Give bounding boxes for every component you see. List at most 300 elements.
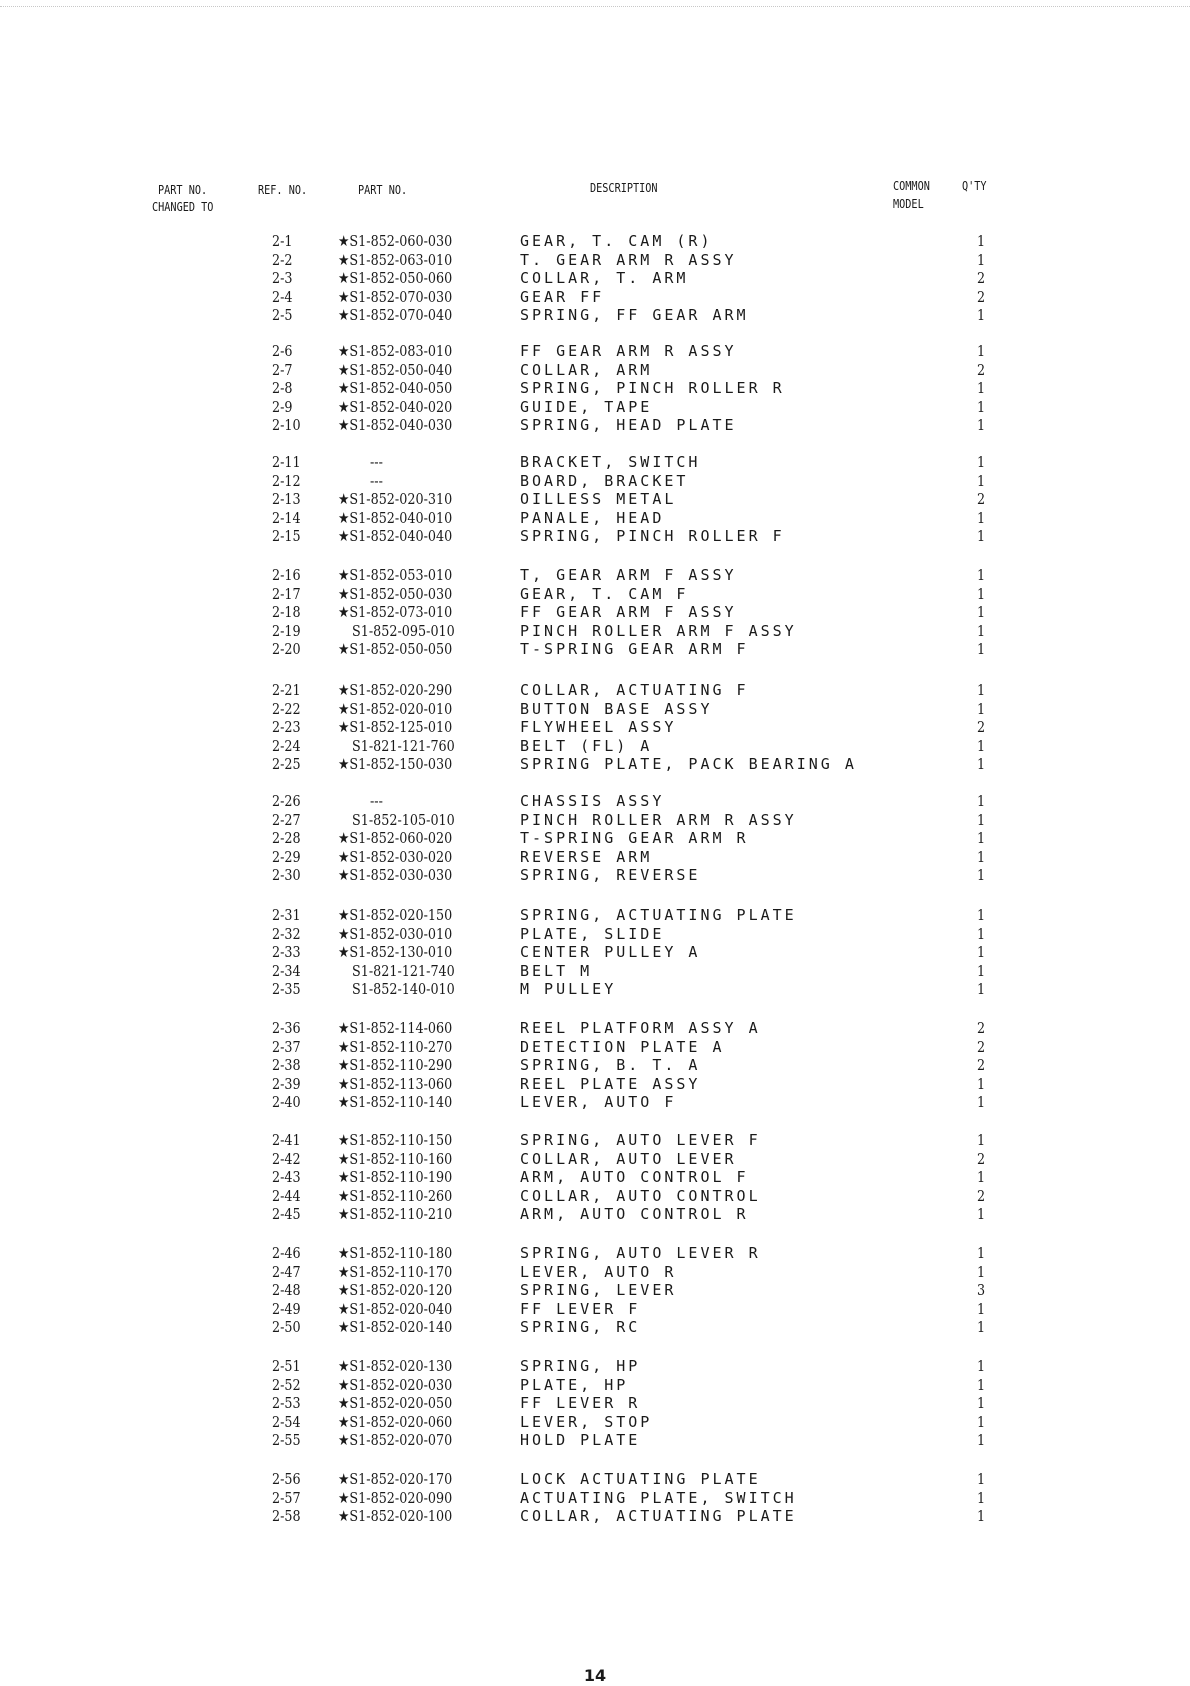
ref-no: 2-50 bbox=[272, 1318, 301, 1337]
quantity: 1 bbox=[977, 603, 986, 622]
part-no: ★S1-852-020-170 bbox=[338, 1470, 453, 1488]
quantity: 1 bbox=[977, 508, 986, 527]
description: PINCH ROLLER ARM F ASSY bbox=[520, 621, 797, 640]
part-no: ★S1-852-040-030 bbox=[338, 416, 453, 435]
quantity: 2 bbox=[977, 1186, 986, 1205]
parts-row bbox=[0, 1019, 1190, 1038]
quantity: 1 bbox=[977, 699, 986, 718]
part-no: ★S1-852-050-060 bbox=[338, 269, 453, 288]
ref-no: 2-47 bbox=[272, 1262, 301, 1281]
parts-row bbox=[0, 1244, 1190, 1263]
part-no: ★S1-852-050-050 bbox=[338, 640, 453, 659]
description: SPRING, AUTO LEVER R bbox=[520, 1244, 761, 1262]
parts-row bbox=[0, 342, 1190, 361]
part-no: S1-821-121-740 bbox=[352, 961, 455, 980]
part-no: ★S1-852-070-040 bbox=[338, 306, 453, 325]
parts-group bbox=[0, 906, 1190, 999]
parts-row bbox=[0, 1431, 1190, 1450]
parts-row bbox=[0, 379, 1190, 398]
quantity: 2 bbox=[977, 1056, 986, 1075]
parts-row bbox=[0, 1507, 1190, 1526]
part-no: ★S1-852-040-040 bbox=[338, 527, 453, 546]
quantity: 2 bbox=[977, 1019, 986, 1037]
ref-no: 2-19 bbox=[272, 621, 301, 640]
quantity: 2 bbox=[977, 360, 986, 379]
ref-no: 2-54 bbox=[272, 1412, 301, 1431]
description: SPRING, B. T. A bbox=[520, 1056, 701, 1075]
part-no: ★S1-852-030-010 bbox=[338, 924, 453, 943]
parts-row bbox=[0, 490, 1190, 509]
quantity: 1 bbox=[977, 1318, 986, 1337]
header-common-line1: COMMON bbox=[893, 179, 930, 193]
part-no: ★S1-852-110-260 bbox=[338, 1186, 453, 1205]
description: CENTER PULLEY A bbox=[520, 943, 701, 962]
ref-no: 2-36 bbox=[272, 1019, 301, 1037]
description: PLATE, SLIDE bbox=[520, 924, 665, 943]
description: SPRING, HEAD PLATE bbox=[520, 416, 737, 435]
header-changed-to-line2: CHANGED TO bbox=[152, 200, 214, 214]
parts-row bbox=[0, 640, 1190, 659]
part-no: ★S1-852-110-180 bbox=[338, 1244, 453, 1262]
part-no: ★S1-852-020-140 bbox=[338, 1318, 453, 1337]
parts-row bbox=[0, 251, 1190, 270]
quantity: 1 bbox=[977, 1262, 986, 1281]
part-no: S1-852-105-010 bbox=[352, 810, 455, 829]
quantity: 2 bbox=[977, 718, 986, 737]
description: HOLD PLATE bbox=[520, 1431, 641, 1450]
description: T-SPRING GEAR ARM F bbox=[520, 640, 749, 659]
parts-row bbox=[0, 527, 1190, 546]
quantity: 1 bbox=[977, 397, 986, 416]
parts-row bbox=[0, 585, 1190, 604]
description: GEAR, T. CAM (R) bbox=[520, 232, 713, 250]
quantity: 1 bbox=[977, 810, 986, 829]
quantity: 1 bbox=[977, 755, 986, 774]
quantity: 1 bbox=[977, 829, 986, 848]
parts-row bbox=[0, 980, 1190, 999]
description: T-SPRING GEAR ARM R bbox=[520, 829, 749, 848]
part-no: ★S1-852-020-130 bbox=[338, 1357, 453, 1375]
parts-row bbox=[0, 472, 1190, 491]
parts-row bbox=[0, 1131, 1190, 1150]
description: FF GEAR ARM F ASSY bbox=[520, 603, 737, 622]
quantity: 1 bbox=[977, 584, 986, 603]
ref-no: 2-9 bbox=[272, 397, 293, 416]
ref-no: 2-56 bbox=[272, 1470, 301, 1488]
parts-row bbox=[0, 269, 1190, 288]
quantity: 1 bbox=[977, 1131, 986, 1149]
parts-row bbox=[0, 361, 1190, 380]
quantity: 2 bbox=[977, 1037, 986, 1056]
ref-no: 2-25 bbox=[272, 755, 301, 774]
part-no: --- bbox=[370, 453, 383, 471]
header-qty: Q'TY bbox=[962, 179, 987, 193]
ref-no: 2-49 bbox=[272, 1299, 301, 1318]
parts-row bbox=[0, 306, 1190, 325]
ref-no: 2-26 bbox=[272, 792, 301, 810]
quantity: 1 bbox=[977, 1168, 986, 1187]
parts-group bbox=[0, 681, 1190, 774]
part-no: ★S1-852-020-070 bbox=[338, 1431, 453, 1450]
description: COLLAR, ACTUATING PLATE bbox=[520, 1507, 797, 1526]
ref-no: 2-44 bbox=[272, 1186, 301, 1205]
description: COLLAR, AUTO LEVER bbox=[520, 1149, 737, 1168]
part-no: ★S1-852-040-020 bbox=[338, 397, 453, 416]
part-no: ★S1-852-040-050 bbox=[338, 379, 453, 398]
ref-no: 2-32 bbox=[272, 924, 301, 943]
parts-row bbox=[0, 622, 1190, 641]
part-no: S1-852-140-010 bbox=[352, 980, 455, 999]
parts-group bbox=[0, 1470, 1190, 1526]
parts-row bbox=[0, 718, 1190, 737]
part-no: ★S1-852-113-060 bbox=[338, 1074, 453, 1093]
ref-no: 2-7 bbox=[272, 360, 293, 379]
quantity: 1 bbox=[977, 943, 986, 962]
part-no: ★S1-852-020-050 bbox=[338, 1394, 453, 1413]
description: LEVER, AUTO R bbox=[520, 1262, 677, 1281]
part-no: ★S1-852-020-060 bbox=[338, 1412, 453, 1431]
part-no: ★S1-852-110-290 bbox=[338, 1056, 453, 1075]
part-no: ★S1-852-114-060 bbox=[338, 1019, 453, 1037]
ref-no: 2-4 bbox=[272, 287, 293, 306]
quantity: 1 bbox=[977, 453, 986, 471]
quantity: 1 bbox=[977, 1205, 986, 1224]
part-no: ★S1-852-125-010 bbox=[338, 718, 453, 737]
quantity: 1 bbox=[977, 906, 986, 924]
ref-no: 2-22 bbox=[272, 699, 301, 718]
parts-row bbox=[0, 1281, 1190, 1300]
header-common-line2: MODEL bbox=[893, 197, 924, 211]
quantity: 1 bbox=[977, 527, 986, 546]
ref-no: 2-42 bbox=[272, 1149, 301, 1168]
parts-row bbox=[0, 1394, 1190, 1413]
quantity: 1 bbox=[977, 1488, 986, 1507]
parts-row bbox=[0, 1150, 1190, 1169]
quantity: 1 bbox=[977, 924, 986, 943]
parts-row bbox=[0, 453, 1190, 472]
parts-row bbox=[0, 906, 1190, 925]
ref-no: 2-58 bbox=[272, 1507, 301, 1526]
parts-row bbox=[0, 1318, 1190, 1337]
parts-row bbox=[0, 866, 1190, 885]
description: LEVER, STOP bbox=[520, 1412, 653, 1431]
parts-row bbox=[0, 1093, 1190, 1112]
parts-row bbox=[0, 603, 1190, 622]
quantity: 1 bbox=[977, 792, 986, 810]
part-no: ★S1-852-020-120 bbox=[338, 1281, 453, 1300]
parts-row bbox=[0, 1056, 1190, 1075]
description: SPRING, PINCH ROLLER F bbox=[520, 527, 785, 546]
ref-no: 2-14 bbox=[272, 508, 301, 527]
description: SPRING PLATE, PACK BEARING A bbox=[520, 755, 857, 774]
parts-group bbox=[0, 342, 1190, 435]
ref-no: 2-38 bbox=[272, 1056, 301, 1075]
ref-no: 2-17 bbox=[272, 584, 301, 603]
part-no: ★S1-852-110-140 bbox=[338, 1093, 453, 1112]
ref-no: 2-48 bbox=[272, 1281, 301, 1300]
description: REEL PLATE ASSY bbox=[520, 1074, 701, 1093]
part-no: ★S1-852-060-030 bbox=[338, 232, 453, 250]
ref-no: 2-31 bbox=[272, 906, 301, 924]
quantity: 1 bbox=[977, 847, 986, 866]
ref-no: 2-35 bbox=[272, 980, 301, 999]
ref-no: 2-29 bbox=[272, 847, 301, 866]
ref-no: 2-18 bbox=[272, 603, 301, 622]
parts-row bbox=[0, 829, 1190, 848]
ref-no: 2-51 bbox=[272, 1357, 301, 1375]
ref-no: 2-20 bbox=[272, 640, 301, 659]
ref-no: 2-40 bbox=[272, 1093, 301, 1112]
part-no: ★S1-852-150-030 bbox=[338, 755, 453, 774]
part-no: ★S1-852-020-030 bbox=[338, 1375, 453, 1394]
description: FF GEAR ARM R ASSY bbox=[520, 342, 737, 360]
part-no: ★S1-852-073-010 bbox=[338, 603, 453, 622]
description: M PULLEY bbox=[520, 980, 617, 999]
quantity: 2 bbox=[977, 490, 986, 509]
quantity: 1 bbox=[977, 1299, 986, 1318]
quantity: 1 bbox=[977, 640, 986, 659]
parts-group bbox=[0, 1244, 1190, 1337]
parts-row bbox=[0, 288, 1190, 307]
description: SPRING, AUTO LEVER F bbox=[520, 1131, 761, 1149]
page-number: 14 bbox=[583, 1666, 607, 1685]
ref-no: 2-57 bbox=[272, 1488, 301, 1507]
description: GEAR, T. CAM F bbox=[520, 584, 689, 603]
part-no: ★S1-852-110-190 bbox=[338, 1168, 453, 1187]
ref-no: 2-27 bbox=[272, 810, 301, 829]
parts-row bbox=[0, 962, 1190, 981]
part-no: ★S1-852-020-150 bbox=[338, 906, 453, 924]
part-no: ★S1-852-060-020 bbox=[338, 829, 453, 848]
description: SPRING, FF GEAR ARM bbox=[520, 306, 749, 325]
ref-no: 2-6 bbox=[272, 342, 293, 360]
ref-no: 2-11 bbox=[272, 453, 301, 471]
description: DETECTION PLATE A bbox=[520, 1037, 725, 1056]
parts-row bbox=[0, 700, 1190, 719]
parts-row bbox=[0, 1205, 1190, 1224]
parts-row bbox=[0, 1489, 1190, 1508]
header-changed-to-line1: PART NO. bbox=[158, 183, 208, 197]
parts-row bbox=[0, 792, 1190, 811]
description: COLLAR, AUTO CONTROL bbox=[520, 1186, 761, 1205]
quantity: 1 bbox=[977, 1375, 986, 1394]
ref-no: 2-55 bbox=[272, 1431, 301, 1450]
ref-no: 2-21 bbox=[272, 681, 301, 699]
parts-group bbox=[0, 1357, 1190, 1450]
part-no: ★S1-852-110-210 bbox=[338, 1205, 453, 1224]
description: COLLAR, T. ARM bbox=[520, 269, 689, 288]
parts-group bbox=[0, 566, 1190, 659]
parts-row bbox=[0, 232, 1190, 251]
ref-no: 2-28 bbox=[272, 829, 301, 848]
ref-no: 2-43 bbox=[272, 1168, 301, 1187]
part-no: ★S1-852-110-170 bbox=[338, 1262, 453, 1281]
description: BRACKET, SWITCH bbox=[520, 453, 701, 471]
description: ARM, AUTO CONTROL R bbox=[520, 1205, 749, 1224]
part-no: ★S1-852-020-010 bbox=[338, 699, 453, 718]
description: REEL PLATFORM ASSY A bbox=[520, 1019, 761, 1037]
ref-no: 2-8 bbox=[272, 379, 293, 398]
quantity: 1 bbox=[977, 566, 986, 584]
part-no: ★S1-852-030-020 bbox=[338, 847, 453, 866]
quantity: 1 bbox=[977, 1431, 986, 1450]
description: SPRING, ACTUATING PLATE bbox=[520, 906, 797, 924]
description: SPRING, LEVER bbox=[520, 1281, 677, 1300]
quantity: 1 bbox=[977, 1244, 986, 1262]
description: PINCH ROLLER ARM R ASSY bbox=[520, 810, 797, 829]
quantity: 1 bbox=[977, 1357, 986, 1375]
description: COLLAR, ARM bbox=[520, 360, 653, 379]
part-no: ★S1-852-020-100 bbox=[338, 1507, 453, 1526]
ref-no: 2-52 bbox=[272, 1375, 301, 1394]
parts-group bbox=[0, 1131, 1190, 1224]
parts-row bbox=[0, 566, 1190, 585]
description: SPRING, HP bbox=[520, 1357, 641, 1375]
ref-no: 2-53 bbox=[272, 1394, 301, 1413]
ref-no: 2-37 bbox=[272, 1037, 301, 1056]
parts-row bbox=[0, 1300, 1190, 1319]
description: SPRING, REVERSE bbox=[520, 866, 701, 885]
quantity: 1 bbox=[977, 961, 986, 980]
parts-group bbox=[0, 453, 1190, 546]
quantity: 1 bbox=[977, 1093, 986, 1112]
description: COLLAR, ACTUATING F bbox=[520, 681, 749, 699]
part-no: ★S1-852-020-310 bbox=[338, 490, 453, 509]
description: T. GEAR ARM R ASSY bbox=[520, 250, 737, 269]
parts-row bbox=[0, 943, 1190, 962]
description: FLYWHEEL ASSY bbox=[520, 718, 677, 737]
quantity: 1 bbox=[977, 1412, 986, 1431]
ref-no: 2-33 bbox=[272, 943, 301, 962]
description: GEAR FF bbox=[520, 287, 605, 306]
ref-no: 2-41 bbox=[272, 1131, 301, 1149]
description: T, GEAR ARM F ASSY bbox=[520, 566, 737, 584]
part-no: --- bbox=[370, 471, 383, 490]
quantity: 1 bbox=[977, 866, 986, 885]
description: SPRING, RC bbox=[520, 1318, 641, 1337]
parts-row bbox=[0, 1470, 1190, 1489]
description: PLATE, HP bbox=[520, 1375, 629, 1394]
quantity: 1 bbox=[977, 1074, 986, 1093]
parts-row bbox=[0, 416, 1190, 435]
parts-row bbox=[0, 1413, 1190, 1432]
part-no: ★S1-852-053-010 bbox=[338, 566, 453, 584]
description: FF LEVER R bbox=[520, 1394, 641, 1413]
quantity: 1 bbox=[977, 250, 986, 269]
description: FF LEVER F bbox=[520, 1299, 641, 1318]
scan-edge-line bbox=[0, 6, 1190, 8]
ref-no: 2-23 bbox=[272, 718, 301, 737]
parts-row bbox=[0, 1357, 1190, 1376]
description: LEVER, AUTO F bbox=[520, 1093, 677, 1112]
description: SPRING, PINCH ROLLER R bbox=[520, 379, 785, 398]
description: REVERSE ARM bbox=[520, 847, 653, 866]
ref-no: 2-13 bbox=[272, 490, 301, 509]
description: CHASSIS ASSY bbox=[520, 792, 665, 810]
quantity: 1 bbox=[977, 471, 986, 490]
quantity: 1 bbox=[977, 681, 986, 699]
part-no: ★S1-852-020-040 bbox=[338, 1299, 453, 1318]
parts-row bbox=[0, 811, 1190, 830]
parts-row bbox=[0, 1263, 1190, 1282]
parts-row bbox=[0, 925, 1190, 944]
ref-no: 2-34 bbox=[272, 961, 301, 980]
part-no: ★S1-852-070-030 bbox=[338, 287, 453, 306]
part-no: --- bbox=[370, 792, 383, 810]
parts-row bbox=[0, 1038, 1190, 1057]
ref-no: 2-39 bbox=[272, 1074, 301, 1093]
part-no: ★S1-852-020-290 bbox=[338, 681, 453, 699]
quantity: 1 bbox=[977, 379, 986, 398]
part-no: ★S1-852-020-090 bbox=[338, 1488, 453, 1507]
parts-group bbox=[0, 1019, 1190, 1112]
quantity: 1 bbox=[977, 232, 986, 250]
ref-no: 2-10 bbox=[272, 416, 301, 435]
parts-row bbox=[0, 398, 1190, 417]
quantity: 1 bbox=[977, 1470, 986, 1488]
description: LOCK ACTUATING PLATE bbox=[520, 1470, 761, 1488]
ref-no: 2-2 bbox=[272, 250, 293, 269]
parts-group bbox=[0, 792, 1190, 885]
ref-no: 2-5 bbox=[272, 306, 293, 325]
description: GUIDE, TAPE bbox=[520, 397, 653, 416]
description: BELT (FL) A bbox=[520, 736, 653, 755]
header-part-no: PART NO. bbox=[358, 183, 408, 197]
ref-no: 2-3 bbox=[272, 269, 293, 288]
parts-row bbox=[0, 755, 1190, 774]
quantity: 3 bbox=[977, 1281, 986, 1300]
ref-no: 2-30 bbox=[272, 866, 301, 885]
description: BUTTON BASE ASSY bbox=[520, 699, 713, 718]
header-ref-no: REF. NO. bbox=[258, 183, 308, 197]
ref-no: 2-24 bbox=[272, 736, 301, 755]
description: ACTUATING PLATE, SWITCH bbox=[520, 1488, 797, 1507]
quantity: 1 bbox=[977, 621, 986, 640]
part-no: ★S1-852-110-150 bbox=[338, 1131, 453, 1149]
quantity: 2 bbox=[977, 269, 986, 288]
description: BOARD, BRACKET bbox=[520, 471, 689, 490]
description: OILLESS METAL bbox=[520, 490, 677, 509]
parts-row bbox=[0, 737, 1190, 756]
quantity: 1 bbox=[977, 306, 986, 325]
quantity: 1 bbox=[977, 980, 986, 999]
parts-row bbox=[0, 848, 1190, 867]
part-no: ★S1-852-130-010 bbox=[338, 943, 453, 962]
part-no: ★S1-852-110-160 bbox=[338, 1149, 453, 1168]
part-no: ★S1-852-110-270 bbox=[338, 1037, 453, 1056]
ref-no: 2-12 bbox=[272, 471, 301, 490]
parts-row bbox=[0, 509, 1190, 528]
description: ARM, AUTO CONTROL F bbox=[520, 1168, 749, 1187]
quantity: 1 bbox=[977, 416, 986, 435]
quantity: 2 bbox=[977, 287, 986, 306]
part-no: ★S1-852-063-010 bbox=[338, 250, 453, 269]
parts-row bbox=[0, 1376, 1190, 1395]
part-no: S1-852-095-010 bbox=[352, 621, 455, 640]
quantity: 1 bbox=[977, 342, 986, 360]
header-description: DESCRIPTION bbox=[590, 181, 658, 195]
quantity: 1 bbox=[977, 1507, 986, 1526]
part-no: ★S1-852-083-010 bbox=[338, 342, 453, 360]
part-no: S1-821-121-760 bbox=[352, 736, 455, 755]
part-no: ★S1-852-050-030 bbox=[338, 584, 453, 603]
ref-no: 2-15 bbox=[272, 527, 301, 546]
quantity: 1 bbox=[977, 1394, 986, 1413]
part-no: ★S1-852-040-010 bbox=[338, 508, 453, 527]
parts-row bbox=[0, 1075, 1190, 1094]
description: PANALE, HEAD bbox=[520, 508, 665, 527]
part-no: ★S1-852-030-030 bbox=[338, 866, 453, 885]
